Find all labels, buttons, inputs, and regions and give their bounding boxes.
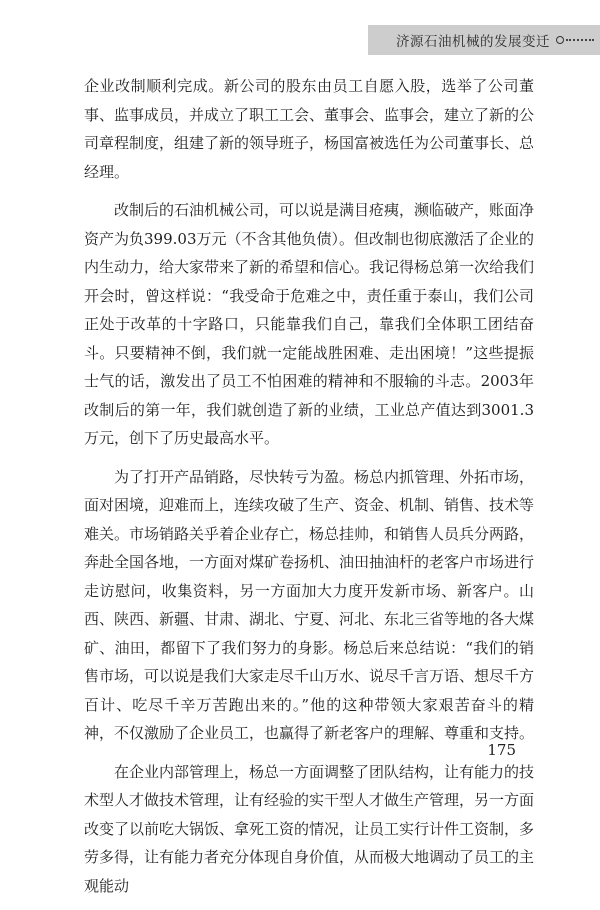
page-number: 175	[487, 741, 516, 759]
paragraph: 为了打开产品销路，尽快转亏为盈。杨总内抓管理、外拓市场，面对困境，迎难而上，连续攻破了生产、资金、机制、销售、技术等难关。市场销路关乎着企业存亡，杨总挂帅，和销售人员兵分两路，奔赴全国各地，一方面对煤矿卷扬机、油田抽油杆的老客户市场进行走访慰问，收集资料，另一方面加大力度开发新市场、新客户。山西、陕西、新疆、甘肃、湖北、宁夏、河北、东北三省等地的各大煤矿、油田，都留下了我们努力的身影。杨总后来总结说：“我们的销售市场，可以说是我们大家走尽千山万水、说尽千言万语、想尽千方百计、吃尽千辛万苦跑出来的。”他的这种带领大家艰苦奋斗的精神，不仅激励了企业员工，也赢得了新老客户的理解、尊重和支持。	[84, 467, 535, 742]
header-dotted-rule	[566, 39, 594, 41]
paragraph: 改制后的石油机械公司，可以说是满目疮痍，濒临破产，账面净资产为负399.03万元（不含其他负债）。但改制也彻底激活了企业的内生动力，给大家带来了新的希望和信心。我记得杨总第一次给我们开会时，曾这样说：“我受命于危难之中，责任重于泰山，我们公司正处于改革的十字路口，只能靠我们自己，靠我们全体职工团结奋斗。只要精神不倒，我们就一定能战胜困难、走出困境！”这些提振士气的话，激发出了员工不怕困难的精神和不服输的斗志。2003年改制后的第一年，我们就创造了新的业绩，工业总产值达到3001.3万元，创下了历史最高水平。	[84, 201, 535, 447]
header-ring-ornament	[556, 36, 564, 44]
running-header	[368, 25, 600, 55]
paragraph-continued: 企业改制顺利完成。新公司的股东由员工自愿入股，选举了公司董事、监事成员，并成立了职工工会、董事会、监事会，建立了新的公司章程制度，组建了新的领导班子，杨国富被选任为公司董事长、总经理。	[84, 77, 535, 181]
paragraph: 在企业内部管理上，杨总一方面调整了团队结构，让有能力的技术型人才做技术管理，让有经验的实干型人才做生产管理，另一方面改变了以前吃大锅饭、拿死工资的情况，让员工实行计件工资制，多劳多得，让有能力者充分体现自身价值，从而极大地调动了员工的主观能动	[84, 762, 535, 895]
running-header-title: 济源石油机械的发展变迁	[396, 34, 550, 50]
body-text	[84, 72, 534, 910]
